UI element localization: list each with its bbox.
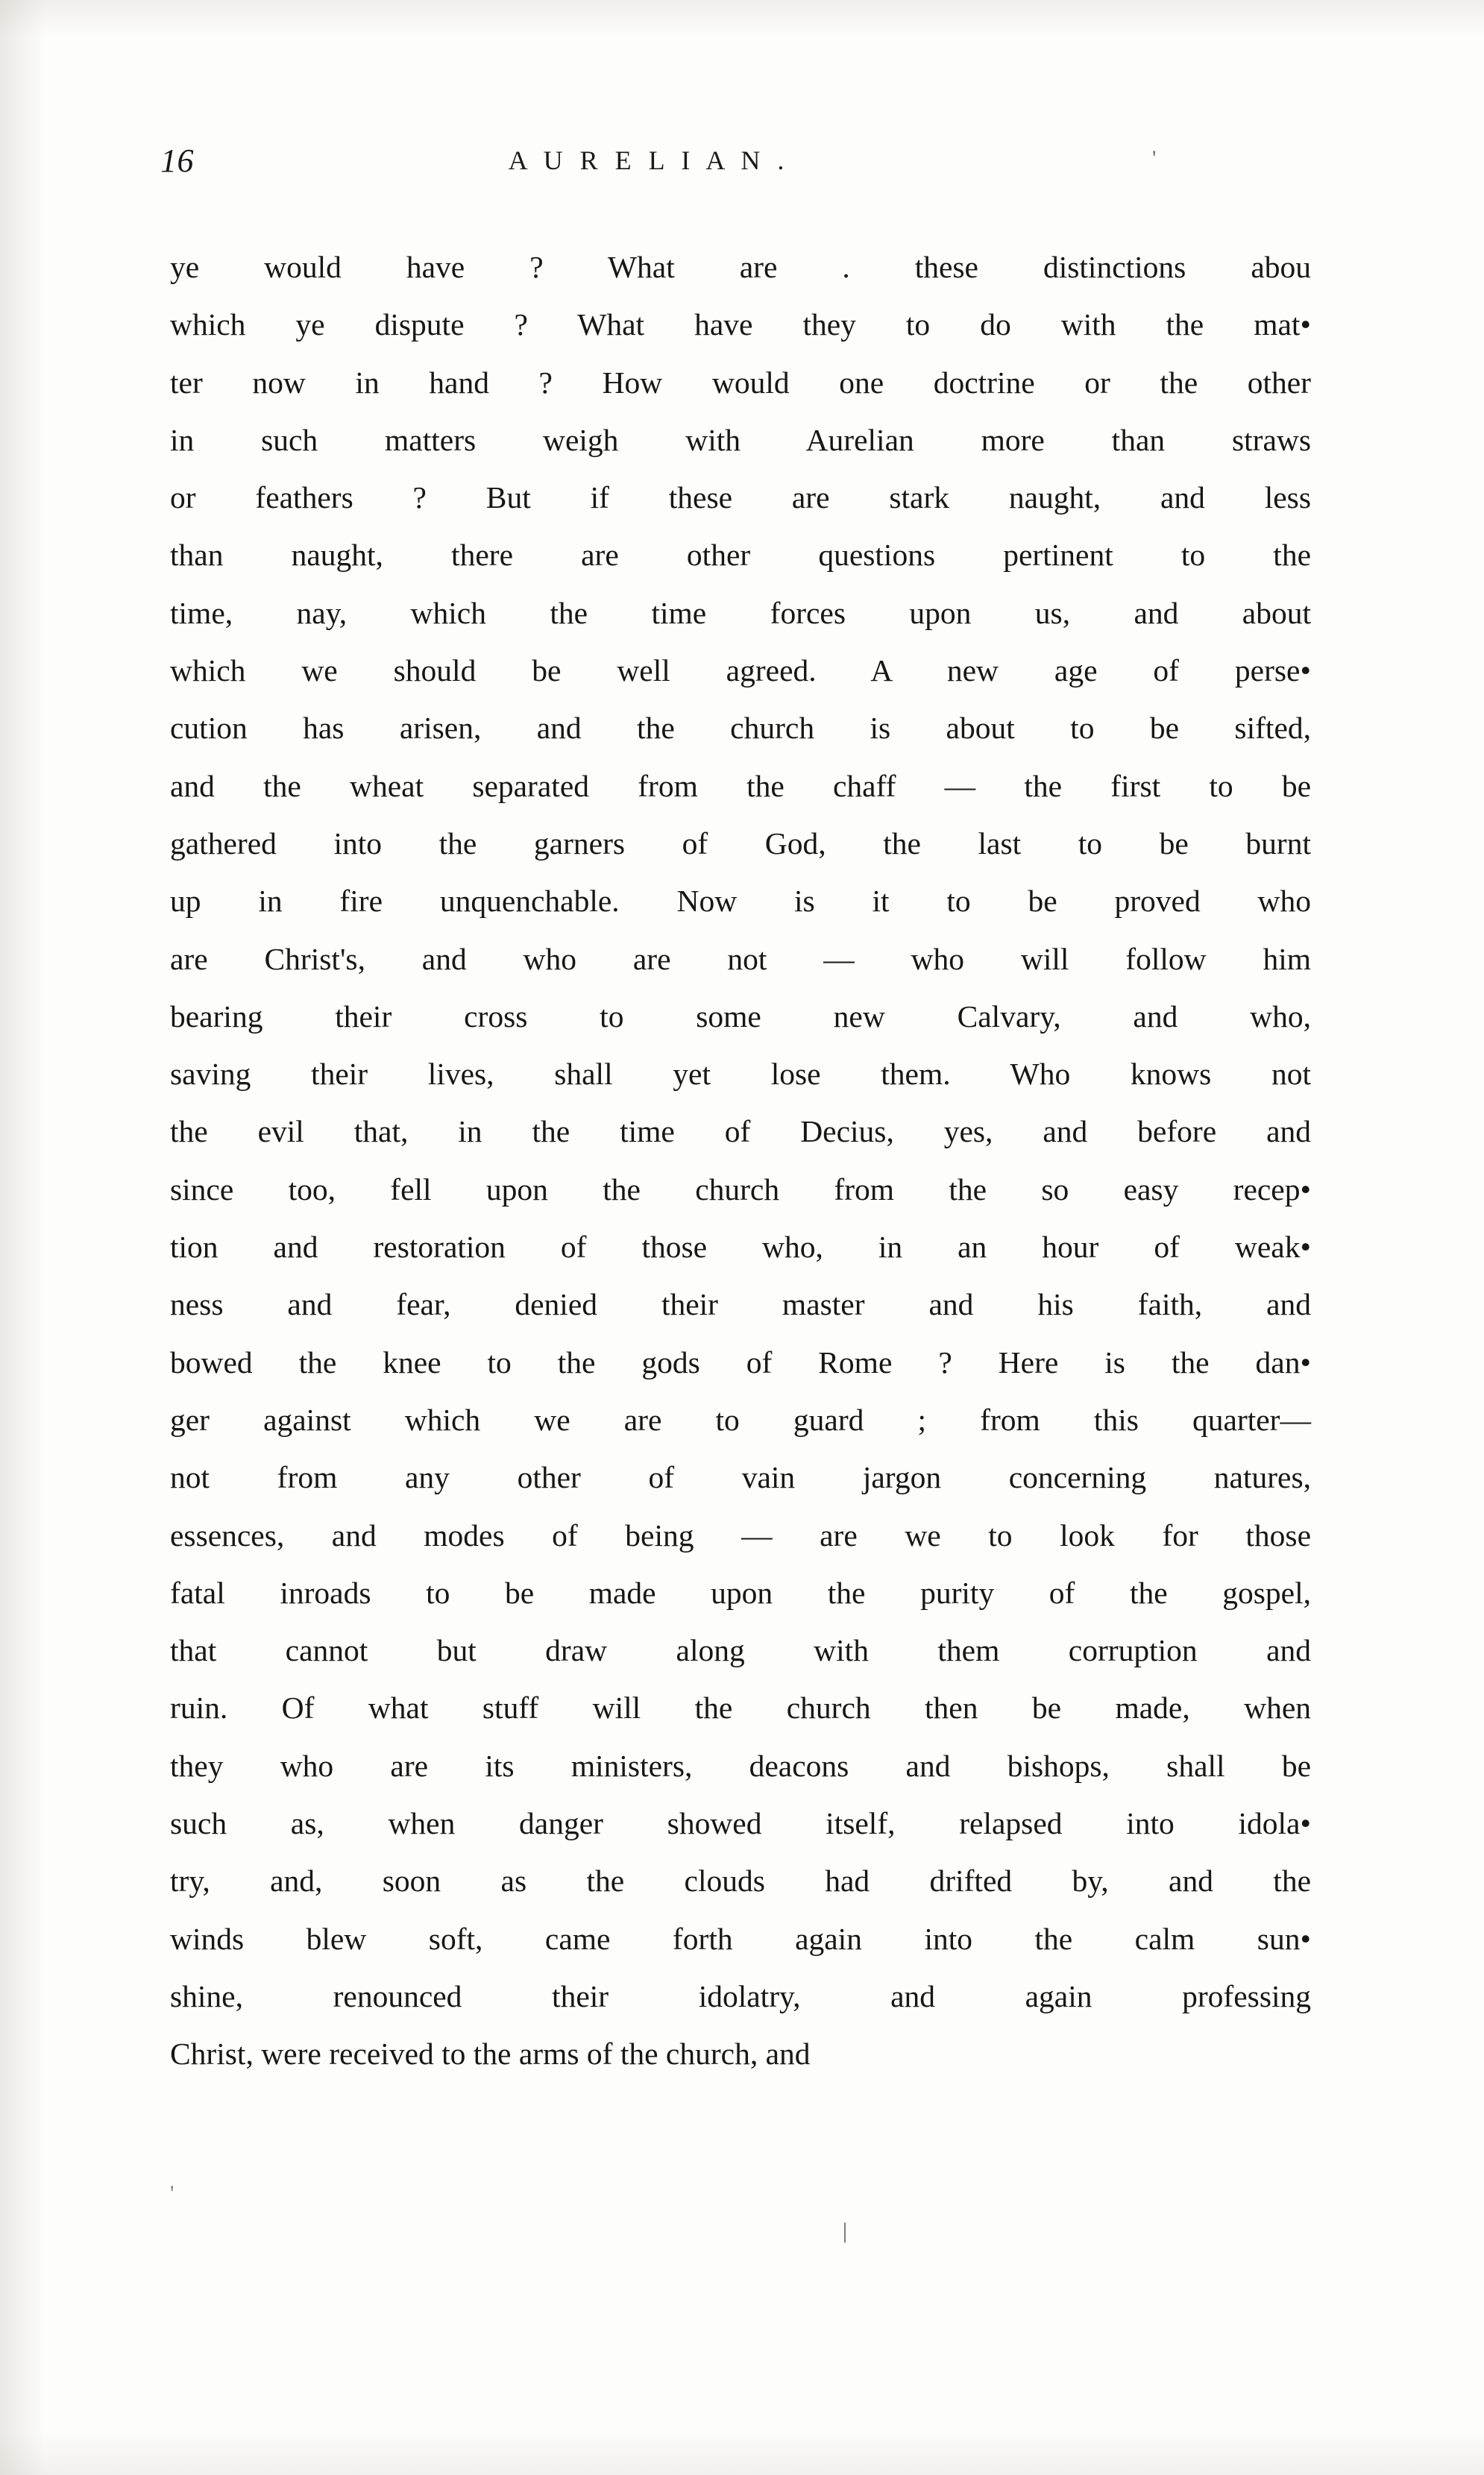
text-line: bearing their cross to some new Calvary, and who,: [170, 999, 1311, 1034]
text-line: ruin. Of what stuff will the church then be made, when: [170, 1691, 1311, 1726]
text-line: or feathers ? But if these are stark naught, and less: [170, 480, 1311, 515]
page-body-text: [170, 239, 1311, 2084]
body-paragraph: [170, 239, 1311, 2084]
text-line: ye would have ? What are . these distinctions abou: [170, 250, 1311, 284]
text-line: that cannot but draw along with them corruption and: [170, 1633, 1311, 1668]
page-edge-shading-left: [0, 0, 45, 2475]
text-line: shine, renounced their idolatry, and again professing: [170, 1978, 1311, 2013]
text-line: ger against which we are to guard ; from this quarter—: [170, 1402, 1311, 1437]
text-line: essences, and modes of being — are we to look for those: [170, 1518, 1311, 1553]
text-line: cution has arisen, and the church is about to be sifted,: [170, 711, 1311, 746]
running-head-title: A U R E L I A N .: [508, 145, 790, 175]
text-line: since too, fell upon the church from the so easy recep•: [170, 1172, 1311, 1207]
text-line: such as, when danger showed itself, relapsed into idola•: [170, 1806, 1311, 1841]
text-line: time, nay, which the time forces upon us, and about: [170, 595, 1311, 630]
text-line: up in fire unquenchable. Now is it to be proved who: [170, 884, 1311, 919]
text-line: Christ, were received to the arms of the church, and: [170, 2037, 811, 2072]
text-line: they who are its ministers, deacons and bishops, shall be: [170, 1748, 1311, 1783]
text-line: not from any other of vain jargon concerning natures,: [170, 1460, 1311, 1495]
text-line: than naught, there are other questions pertinent to the: [170, 538, 1311, 573]
text-line: fatal inroads to be made upon the purity of the gospel,: [170, 1575, 1311, 1610]
text-line: winds blew soft, came forth again into the calm sun•: [170, 1921, 1311, 1956]
page-header: [160, 142, 1324, 186]
text-line: bowed the knee to the gods of Rome ? Here is the dan•: [170, 1345, 1311, 1380]
text-line: tion and restoration of those who, in an hour of weak•: [170, 1230, 1311, 1265]
footer-speck-mark: ': [170, 2181, 175, 2206]
text-line: which we should be well agreed. A new age of perse•: [170, 653, 1311, 688]
text-line: ter now in hand ? How would one doctrine or the other: [170, 365, 1311, 400]
text-line: are Christ's, and who are not — who will follow him: [170, 941, 1311, 976]
text-line: gathered into the garners of God, the last to be burnt: [170, 825, 1311, 861]
text-line: saving their lives, shall yet lose them. Who knows not: [170, 1057, 1311, 1092]
page-edge-shading-top: [0, 0, 1484, 37]
text-line: the evil that, in the time of Decius, yes, and before and: [170, 1114, 1311, 1149]
text-line: in such matters weigh with Aurelian more than straws: [170, 422, 1311, 457]
text-line: and the wheat separated from the chaff — the first to be: [170, 768, 1311, 803]
header-speck-mark: ': [1152, 146, 1157, 171]
text-line: which ye dispute ? What have they to do with the mat•: [170, 307, 1311, 342]
page-number: 16: [160, 142, 194, 179]
text-line: try, and, soon as the clouds had drifted by, and the: [170, 1864, 1311, 1899]
footer-signature-mark: |: [843, 2218, 848, 2243]
page-edge-shading-bottom: [0, 2430, 1484, 2475]
text-line: ness and fear, denied their master and his faith, and: [170, 1287, 1311, 1322]
